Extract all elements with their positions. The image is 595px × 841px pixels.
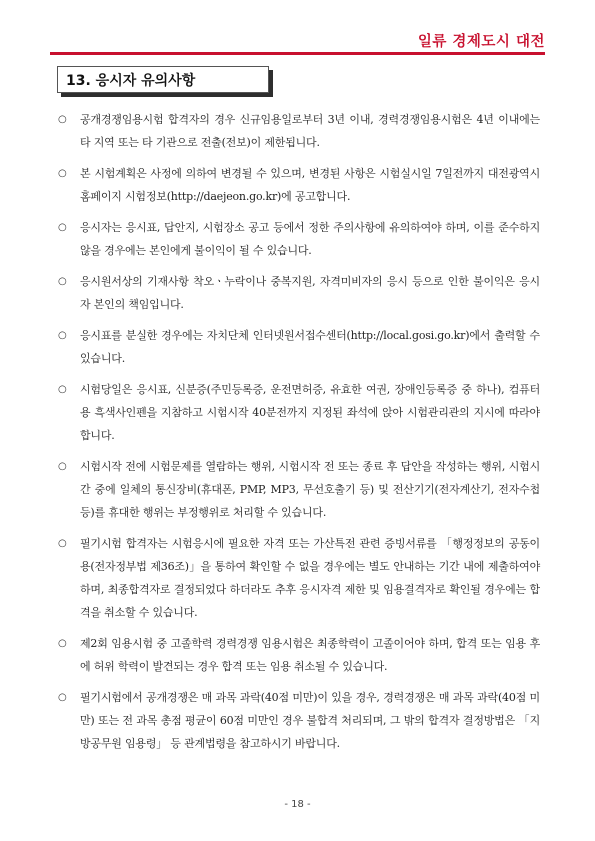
notice-item (58, 324, 540, 370)
page-number: - 18 - (284, 799, 311, 810)
notice-list (58, 108, 540, 763)
notice-item (58, 162, 540, 208)
notice-item (58, 455, 540, 524)
notice-text: 필기시험 합격자는 시험응시에 필요한 자격 또는 가산특전 관련 증빙서류를 「행정정보의 공동이용(전자정부법 제36조)」을 통하여 확인할 수 없을 경우에는 별도 안내하는 기간 내에 제출하여야 하며, 최종합격자로 결정되었다 하더라도 추후 응시자격 제한 및 임용결격자로 확인될 경우에는 합격을 취소할 수 있습니다. (80, 537, 540, 619)
circle-bullet-icon: ○ (58, 276, 67, 287)
notice-text: 시험당일은 응시표, 신분증(주민등록증, 운전면허증, 유효한 여권, 장애인등록증 중 하나), 컴퓨터용 흑색사인펜을 지참하고 시험시작 40분전까지 지정된 좌석에 앉아 시험관리관의 지시에 따라야 합니다. (80, 383, 540, 442)
notice-item (58, 108, 540, 154)
circle-bullet-icon: ○ (58, 461, 67, 472)
header-brand-title: 일류 경제도시 대전 (417, 34, 545, 50)
header-divider (50, 52, 545, 55)
notice-text: 공개경쟁임용시험 합격자의 경우 신규임용일로부터 3년 이내, 경력경쟁임용시험은 4년 이내에는 타 지역 또는 타 기관으로 전출(전보)이 제한됩니다. (80, 113, 540, 149)
notice-item (58, 632, 540, 678)
notice-item (58, 270, 540, 316)
notice-text: 응시자는 응시표, 답안지, 시험장소 공고 등에서 정한 주의사항에 유의하여야 하며, 이를 준수하지 않을 경우에는 본인에게 불이익이 될 수 있습니다. (80, 221, 540, 257)
circle-bullet-icon: ○ (58, 638, 67, 649)
notice-item (58, 216, 540, 262)
circle-bullet-icon: ○ (58, 384, 67, 395)
circle-bullet-icon: ○ (58, 538, 67, 549)
circle-bullet-icon: ○ (58, 330, 67, 341)
circle-bullet-icon: ○ (58, 114, 67, 125)
section-title: 13. 응시자 유의사항 (66, 73, 196, 89)
notice-text: 응시원서상의 기재사항 착오ㆍ누락이나 중복지원, 자격미비자의 응시 등으로 인한 불이익은 응시자 본인의 책임입니다. (80, 275, 540, 311)
circle-bullet-icon: ○ (58, 168, 67, 179)
notice-text: 시험시작 전에 시험문제를 열람하는 행위, 시험시작 전 또는 종료 후 답안을 작성하는 행위, 시험시간 중에 일체의 통신장비(휴대폰, PMP, MP3, 무선호출기 등) 및 전산기기(전자계산기, 전자수첩 등)를 휴대한 행위는 부정행위로 처리할 수 있습니다. (80, 460, 540, 519)
notice-item (58, 378, 540, 447)
notice-text: 본 시험계획은 사정에 의하여 변경될 수 있으며, 변경된 사항은 시험실시일 7일전까지 대전광역시 홈페이지 시험정보(http://daejeon.go.kr)에 공고합니다. (80, 167, 540, 203)
section-heading-box (57, 66, 269, 93)
circle-bullet-icon: ○ (58, 692, 67, 703)
notice-text: 제2회 임용시험 중 고졸학력 경력경쟁 임용시험은 최종학력이 고졸이어야 하며, 합격 또는 임용 후에 허위 학력이 발견되는 경우 합격 또는 임용 취소될 수 있습니다. (80, 637, 540, 673)
circle-bullet-icon: ○ (58, 222, 67, 233)
notice-item (58, 686, 540, 755)
notice-text: 응시표를 분실한 경우에는 자치단체 인터넷원서접수센터(http://local.gosi.go.kr)에서 출력할 수 있습니다. (80, 329, 540, 365)
notice-text: 필기시험에서 공개경쟁은 매 과목 과락(40점 미만)이 있을 경우, 경력경쟁은 매 과목 과락(40점 미만) 또는 전 과목 총점 평균이 60점 미만인 경우 불합격 처리되며, 그 밖의 합격자 결정방법은 「지방공무원 임용령」 등 관계법령을 참고하시기 바랍니다. (80, 691, 540, 750)
notice-item (58, 532, 540, 624)
